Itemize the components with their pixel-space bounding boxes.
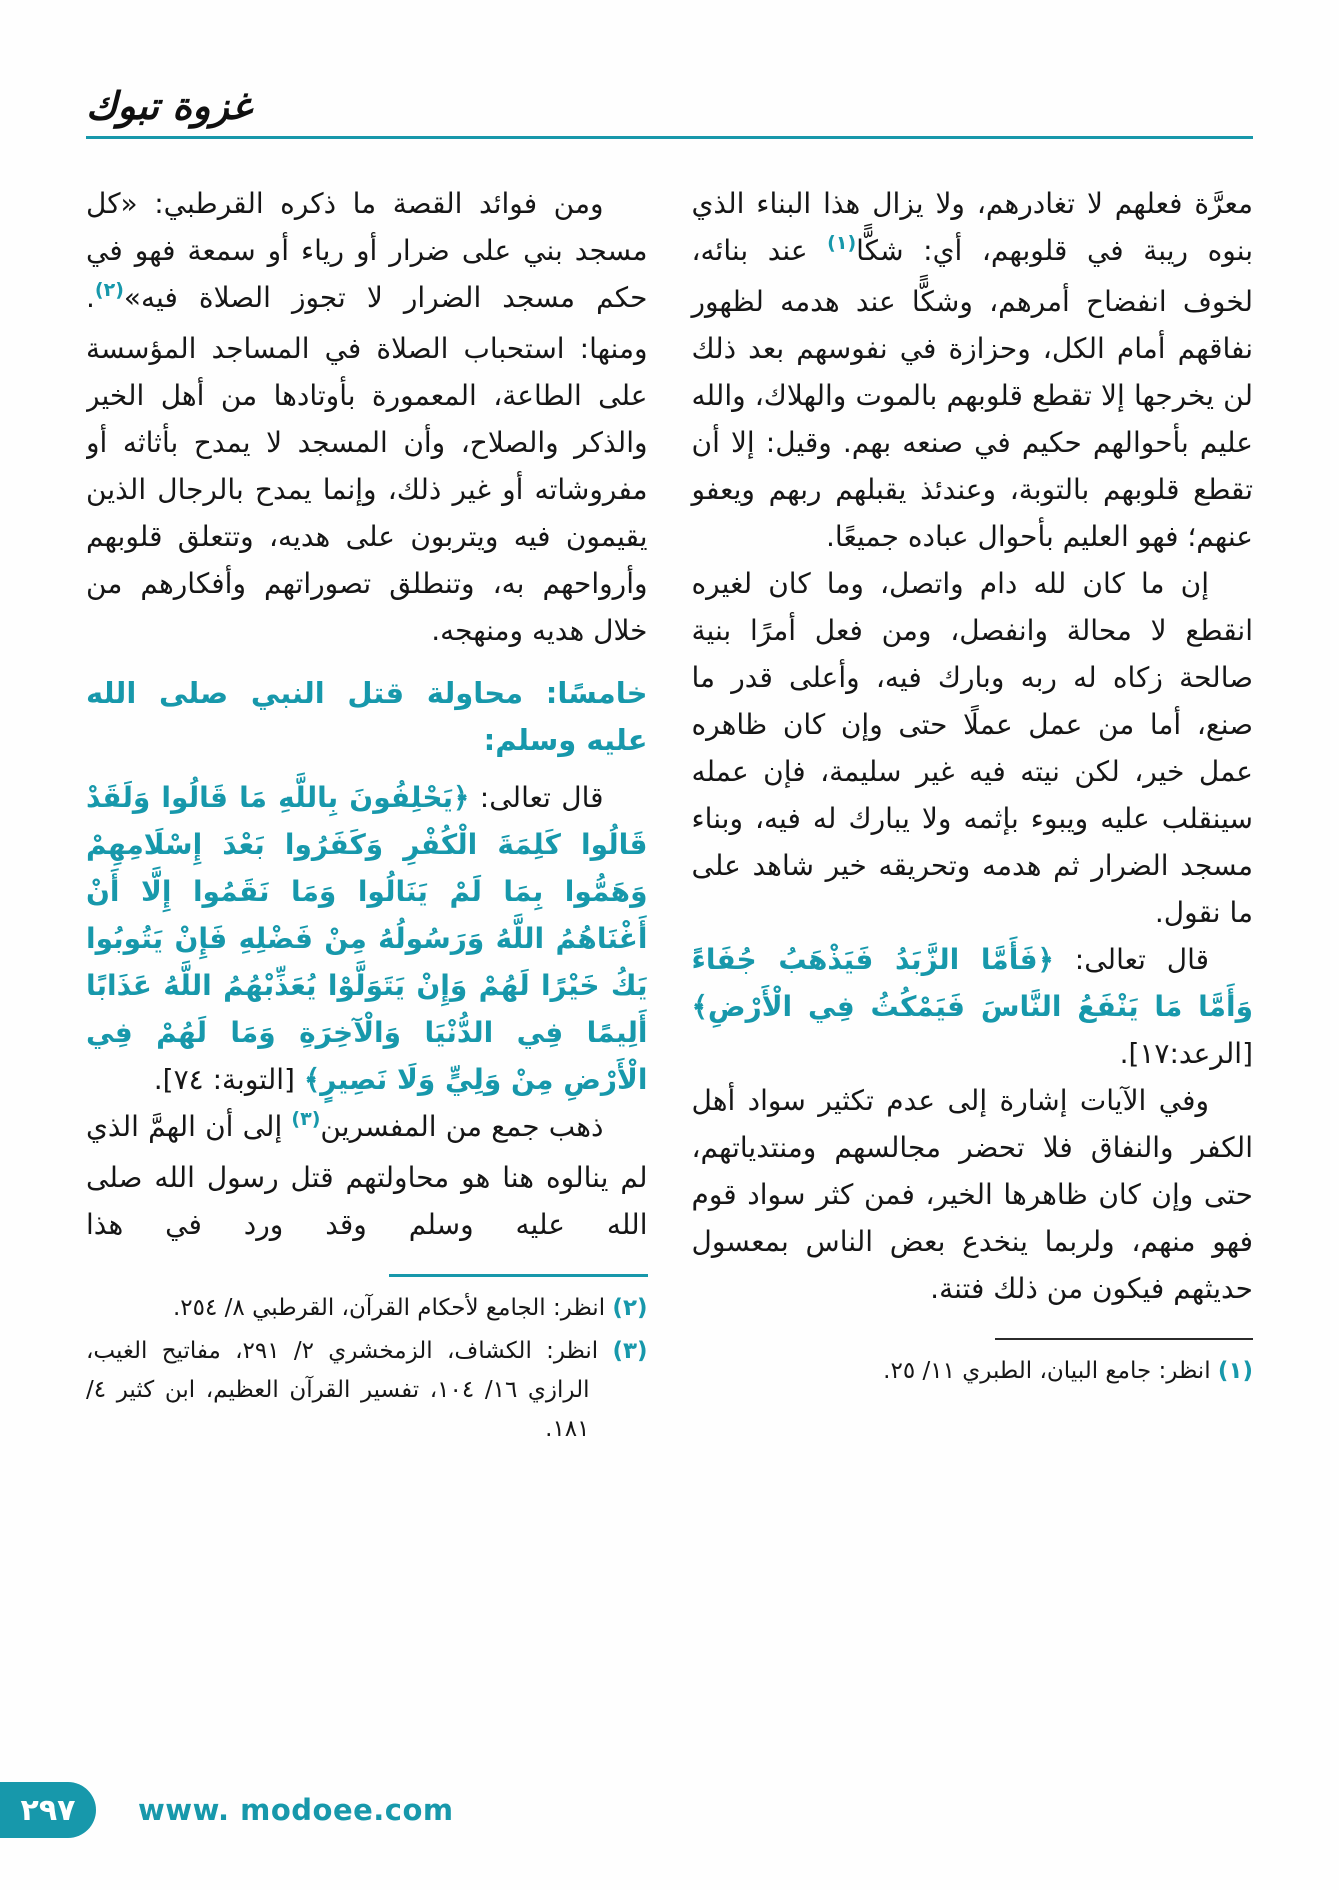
verse-reference: [التوبة: ٧٤]. xyxy=(153,1063,304,1096)
paragraph xyxy=(86,774,648,1103)
footnote-marker: (١) xyxy=(1217,1358,1253,1384)
footnote-ref: (٢) xyxy=(94,279,124,301)
footnote xyxy=(86,1332,648,1449)
footnote-text: انظر: جامع البيان، الطبري ١١/ ٢٥. xyxy=(883,1358,1211,1384)
page-title: غزوة تبوك xyxy=(86,84,252,128)
page-number: ٢٩٧ xyxy=(20,1792,76,1828)
paragraph xyxy=(86,180,648,654)
paragraph-text: إلى أن الهمَّ الذي لم ينالوه هنا هو محاولتهم قتل رسول الله صلى الله عليه وسلم وقد ورد في هذا xyxy=(86,1110,648,1241)
paragraph xyxy=(86,1103,648,1248)
page-footer xyxy=(0,1782,454,1838)
paragraph-text: معرَّة فعلهم لا تغادرهم، ولا يزال هذا البناء الذي بنوه ريبة في قلوبهم، أي: شكًّا xyxy=(691,187,1253,267)
website-link[interactable]: www. modoee.com xyxy=(138,1793,454,1827)
footnote xyxy=(692,1352,1254,1391)
footnote xyxy=(86,1289,648,1328)
quran-verse: ﴿فَأَمَّا الزَّبَدُ فَيَذْهَبُ جُفَاءً وَأَمَّا مَا يَنْفَعُ النَّاسَ فَيَمْكُثُ فِي الْأَرْضِ﴾ xyxy=(691,943,1253,1023)
verse-reference: [الرعد:١٧]. xyxy=(1119,1037,1253,1070)
paragraph-text: عند بنائه، لخوف انفضاح أمرهم، وشكًّا عند هدمه لظهور نفاقهم أمام الكل، وحزازة في نفوسهم بعد ذلك لن يخرجها إلا تقطع قلوبهم بالموت والهلاك، والله عليم بأحوالهم حكيم في صنعه بهم. وقيل: إلا أن تقطع قلوبهم بالتوبة، وعندئذ يقبلهم ربهم ويعفو عنهم؛ فهو العليم بأحوال عباده جميعًا. xyxy=(691,234,1253,553)
page-number-badge xyxy=(0,1782,96,1838)
verse-intro: قال تعالى: xyxy=(469,781,604,814)
footnote-ref: (١) xyxy=(827,232,857,254)
footnote-text: انظر: الجامع لأحكام القرآن، القرطبي ٨/ ٢٥٤. xyxy=(172,1295,606,1321)
section-heading: خامسًا: محاولة قتل النبي صلى الله عليه وسلم: xyxy=(86,676,648,757)
footnote-marker: (٢) xyxy=(612,1295,648,1321)
main-columns xyxy=(86,180,1253,1740)
footnotes-left xyxy=(86,1274,648,1453)
footnote-separator xyxy=(995,1338,1253,1340)
column-left xyxy=(86,180,648,1740)
footnote-text: انظر: الكشاف، الزمخشري ٢/ ٢٩١، مفاتيح الغيب، الرازي ١٦/ ١٠٤، تفسير القرآن العظيم، ابن كثير ٤/ ١٨١. xyxy=(86,1338,599,1442)
paragraph: وفي الآيات إشارة إلى عدم تكثير سواد أهل الكفر والنفاق فلا تحضر مجالسهم ومنتدياتهم، حتى وإن كان ظاهرها الخير، فمن كثر سواد قوم فهو منهم، ولربما ينخدع بعض الناس بمعسول حديثهم فيكون من ذلك فتنة. xyxy=(691,1084,1253,1305)
paragraph-text: ومن فوائد القصة ما ذكره القرطبي: «كل مسجد بني على ضرار أو رياء أو سمعة فهو في حكم مسجد الضرار لا تجوز الصلاة فيه» xyxy=(86,187,648,314)
paragraph xyxy=(692,936,1254,1077)
paragraph: إن ما كان لله دام واتصل، وما كان لغيره انقطع لا محالة وانفصل، ومن فعل أمرًا بنية صالحة زكاه له ربه وبارك فيه، وأعلى قدر ما صنع، أما من عمل عملًا حتى وإن كان ظاهره عمل خير، لكن نيته فيه غير سليمة، فإن عمله سينقلب عليه ويبوء بإثمه ولا يبارك له فيه، وبناء مسجد الضرار ثم هدمه وتحريقه خير شاهد على ما نقول. xyxy=(691,567,1253,929)
footnote-ref: (٣) xyxy=(291,1108,321,1130)
footnote-marker: (٣) xyxy=(612,1338,648,1364)
page-header xyxy=(86,84,1253,139)
paragraph-text: . ومنها: استحباب الصلاة في المساجد المؤسسة على الطاعة، المعمورة بأوتادها من أهل الخير والذكر والصلاح، وأن المسجد لا يمدح بأثاثه أو مفروشاته أو غير ذلك، وإنما يمدح بالرجال الذين يقيمون فيه ويتربون على هديه، وتتعلق قلوبهم وأرواحهم به، وتنطلق تصوراتهم وأفكارهم من خلال هديه ومنهجه. xyxy=(86,281,648,647)
footnotes-right xyxy=(692,1338,1254,1395)
paragraph xyxy=(692,180,1254,560)
quran-verse: ﴿يَحْلِفُونَ بِاللَّهِ مَا قَالُوا وَلَقَدْ قَالُوا كَلِمَةَ الْكُفْرِ وَكَفَرُوا بَعْدَ إِسْلَامِهِمْ وَهَمُّوا بِمَا لَمْ يَنَالُوا وَمَا نَقَمُوا إِلَّا أَنْ أَغْنَاهُمُ اللَّهُ وَرَسُولُهُ مِنْ فَضْلِهِ فَإِنْ يَتُوبُوا يَكُ خَيْرًا لَهُمْ وَإِنْ يَتَوَلَّوْا يُعَذِّبْهُمُ اللَّهُ عَذَابًا أَلِيمًا فِي الدُّنْيَا وَالْآخِرَةِ وَمَا لَهُمْ فِي الْأَرْضِ مِنْ وَلِيٍّ وَلَا نَصِيرٍ﴾ xyxy=(86,781,648,1096)
footnote-separator xyxy=(389,1274,647,1277)
verse-intro: قال تعالى: xyxy=(1053,943,1209,976)
header-rule xyxy=(86,136,1253,139)
paragraph-text: ذهب جمع من المفسرين xyxy=(320,1110,604,1143)
column-right xyxy=(692,180,1254,1740)
